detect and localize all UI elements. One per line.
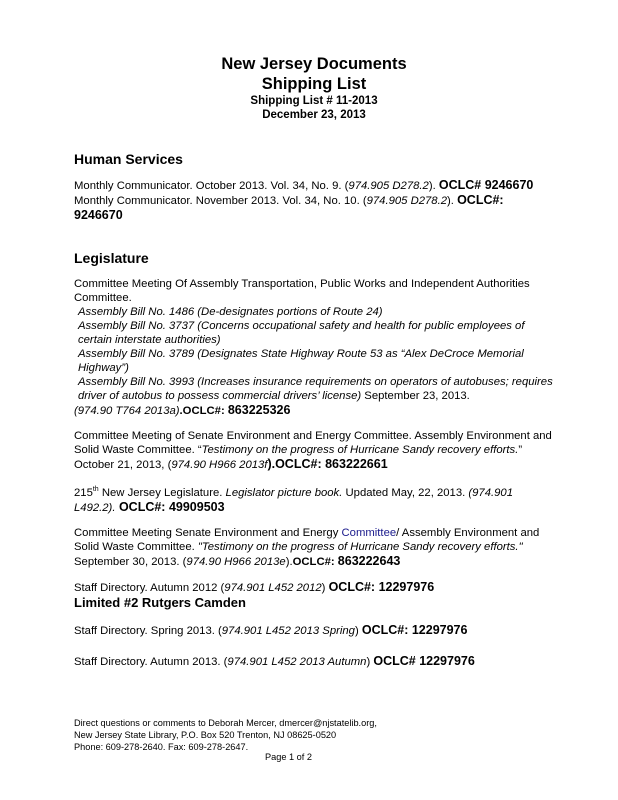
footer-address-line: New Jersey State Library, P.O. Box 520 Trenton, NJ 08625-0520 — [74, 730, 337, 740]
footer-contact-line: Direct questions or comments to Deborah Mercer, dmercer@njstatelib.org, — [74, 718, 377, 728]
shipping-list-date: December 23, 2013 — [262, 109, 366, 121]
entry-legislator-picture-book: 215th New Jersey Legislature. Legislator picture book. Updated May, 22, 2013. (974.901 L492.2). OCLC#: 49909503 — [74, 486, 513, 514]
entry-staff-directory-spring-2013: Staff Directory. Spring 2013. (974.901 L452 2013 Spring) OCLC#: 12297976 — [74, 622, 468, 637]
contact-footer — [74, 717, 554, 753]
entry-monthly-communicator-nov: Monthly Communicator. November 2013. Vol. 34, No. 10. (974.905 D278.2). OCLC#: 9246670 — [74, 193, 504, 222]
entry-staff-directory-autumn-2012: Staff Directory. Autumn 2012 (974.901 L452 2012) OCLC#: 12297976 — [74, 579, 435, 594]
entry-senate-environment-oct: Committee Meeting of Senate Environment and Energy Committee. Assembly Environment and Solid Waste Committee. “Testimony on the progress of Hurricane Sandy recovery efforts.” October 21, 2013, (974.90 H966 2013f).OCLC#: 863222661 — [74, 430, 552, 471]
document-title-line1: New Jersey Documents — [221, 55, 407, 73]
section-heading-legislature: Legislature — [74, 250, 149, 266]
limited-distribution-heading: Limited #2 Rutgers Camden — [74, 594, 246, 610]
entry-staff-directory-autumn-2013: Staff Directory. Autumn 2013. (974.901 L452 2013 Autumn) OCLC# 12297976 — [74, 653, 475, 668]
entry-senate-environment-sep: Committee Meeting Senate Environment and Energy Committee/ Assembly Environment and Solid Waste Committee. "Testimony on the progress of Hurricane Sandy recovery efforts." September 30, 2013. (974.90 H966 2013e).OCLC#: 863222643 — [74, 526, 540, 568]
footer-phone-line: Phone: 609-278-2640. Fax: 609-278-2647. — [74, 742, 249, 752]
document-title-line2: Shipping List — [261, 75, 367, 93]
entry-monthly-communicator-oct: Monthly Communicator. October 2013. Vol. 34, No. 9. (974.905 D278.2). OCLC# 9246670 — [74, 178, 534, 192]
entry-assembly-transportation-meeting: Committee Meeting Of Assembly Transportation, Public Works and Independent Authorities Committee. Assembly Bill No. 1486 (De-designates portions of Route 24) Assembly Bill No. 3737 (Concerns occupational safety and health for public employees of certain interstate authorities) Assembly Bill No. 3789 (Designates State Highway Route 53 as “Alex DeCroce Memorial Highway”) Assembly Bill No. 3993 (Increases insurance requirements on operators of autobuses; requires driver of autobus to possess commercial drivers’ license) September 23, 2013. (974.90 T764 2013a).OCLC#: 863225326 — [74, 278, 553, 417]
page-number: Page 1 of 2 — [265, 752, 312, 762]
document-page — [74, 54, 554, 669]
section-heading-human-services: Human Services — [74, 151, 183, 167]
shipping-list-number: Shipping List # 11-2013 — [250, 95, 378, 107]
